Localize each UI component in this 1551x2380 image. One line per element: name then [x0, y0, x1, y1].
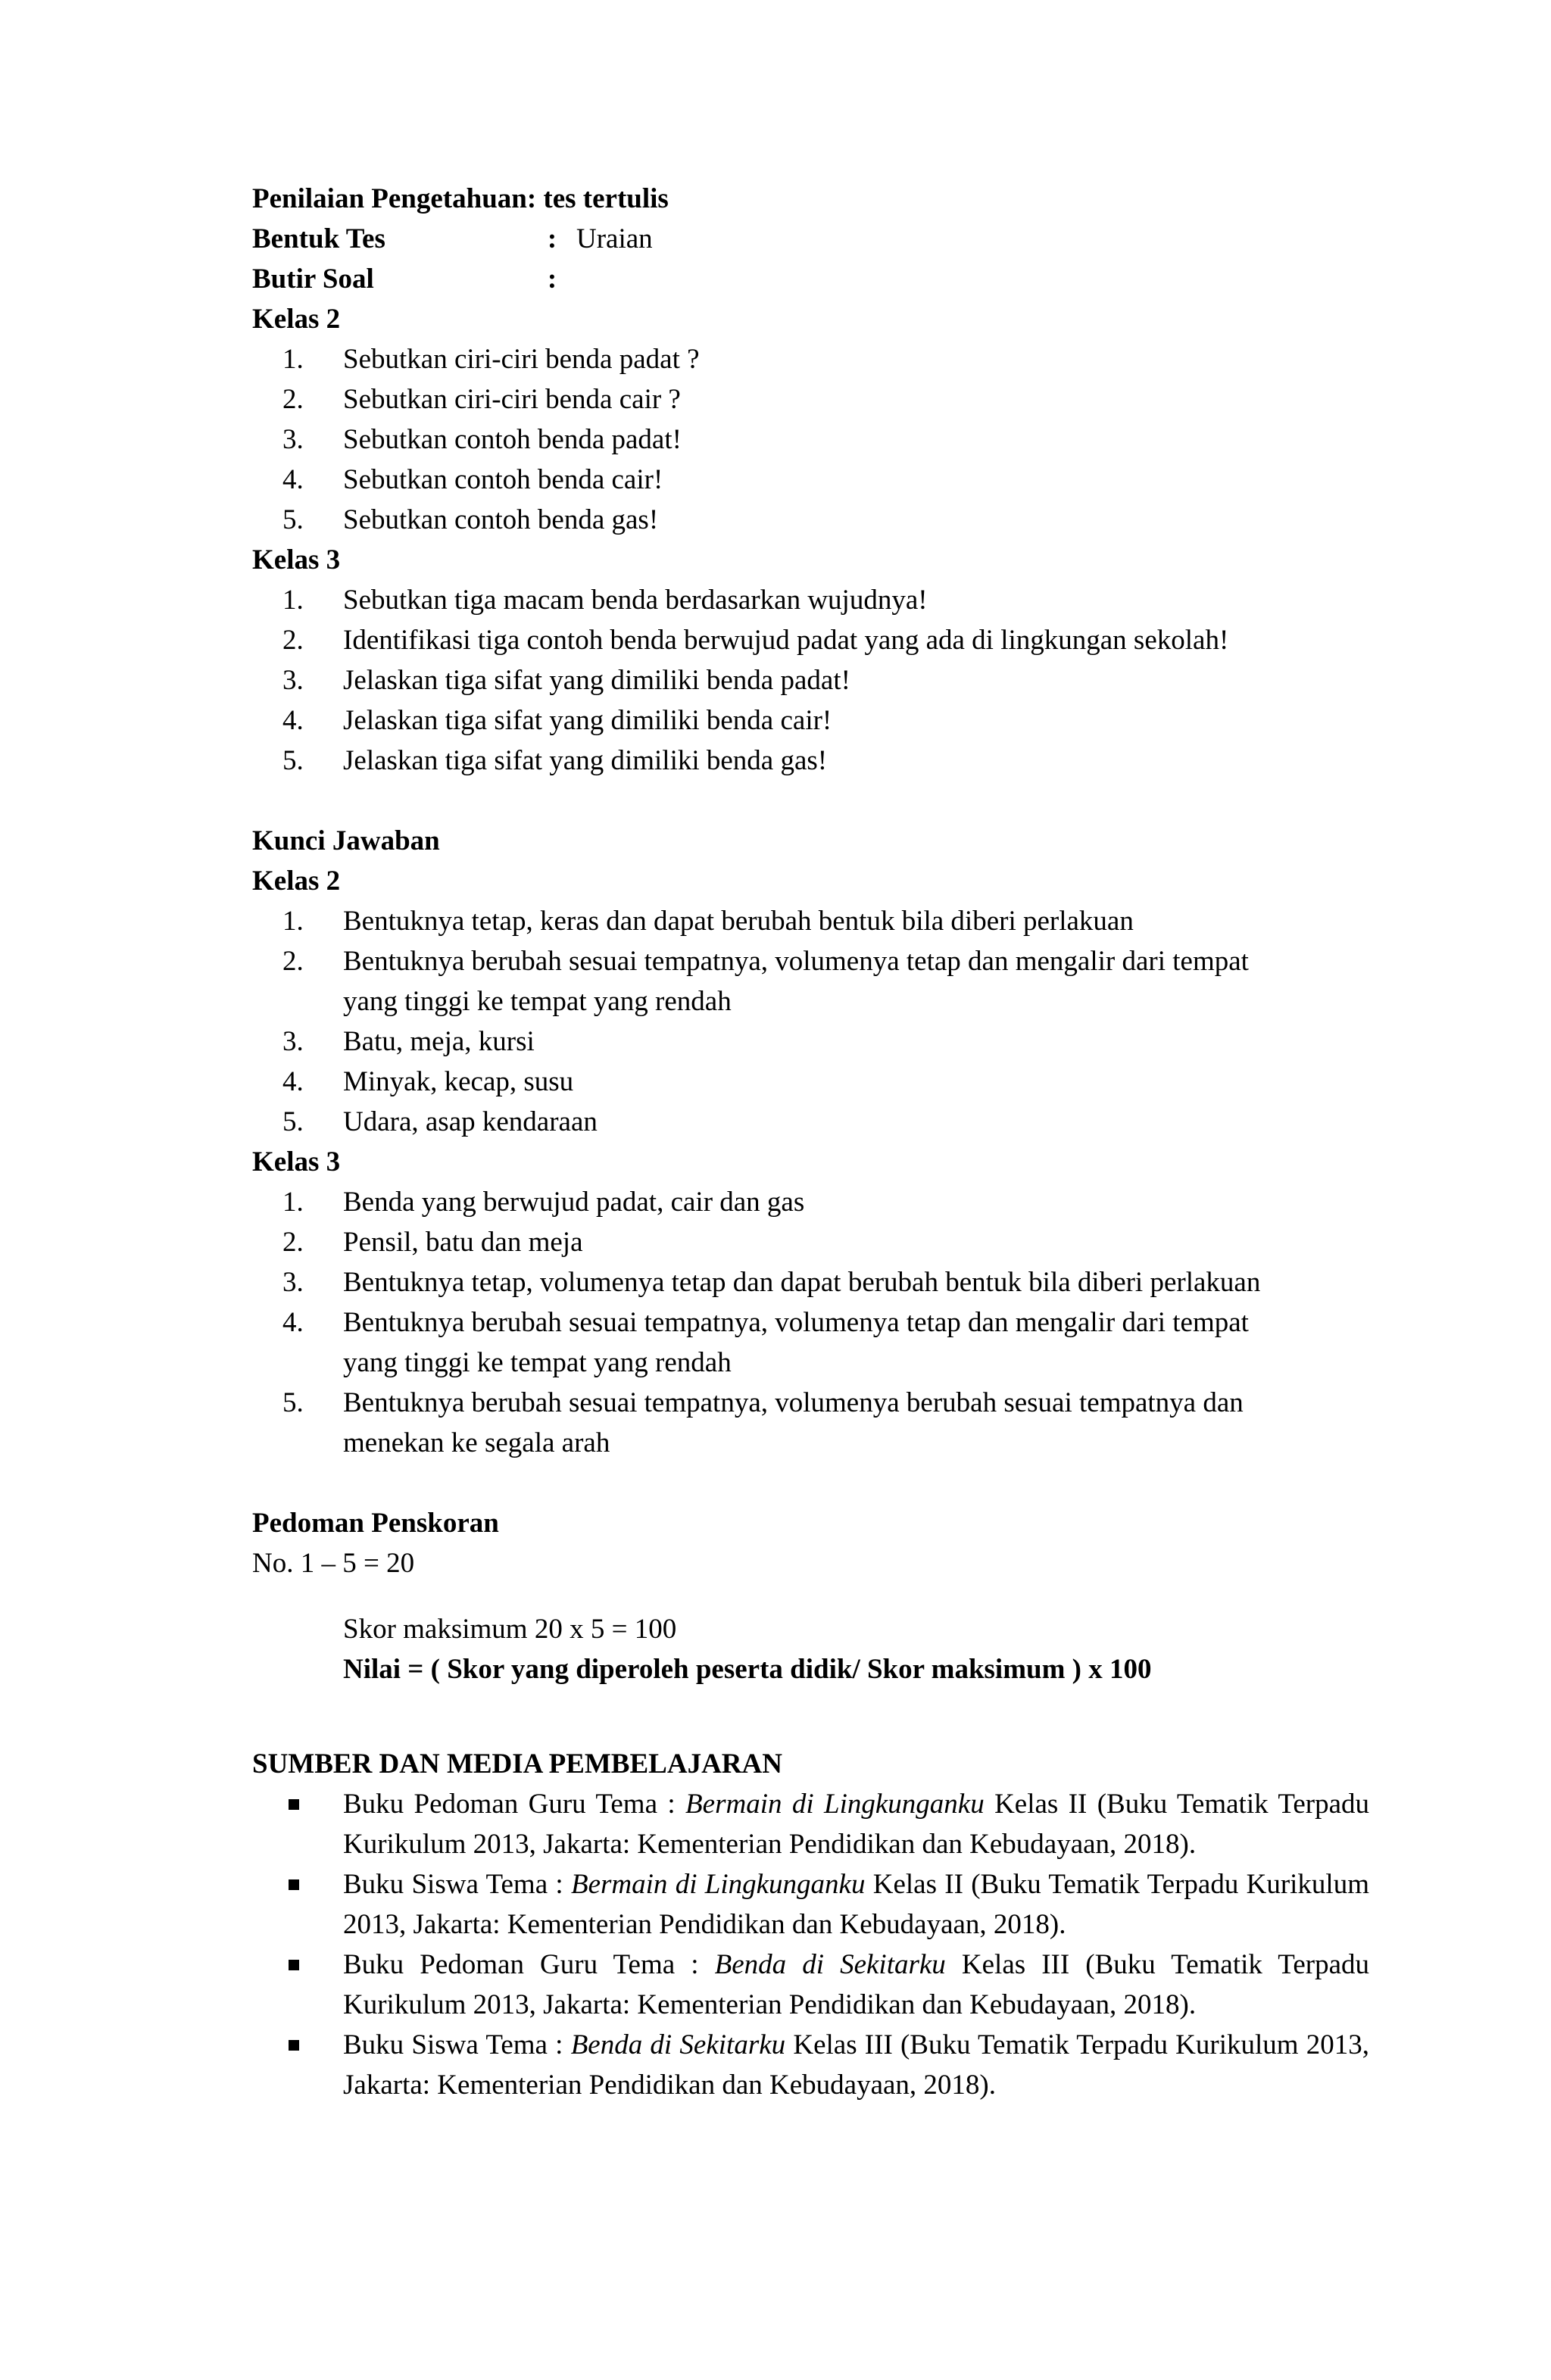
- item-number: 1.: [282, 1187, 304, 1218]
- item-number: 4.: [282, 1066, 304, 1097]
- item-number: 1.: [282, 906, 304, 937]
- item-number: 4.: [282, 464, 304, 495]
- spacer: [252, 1463, 1369, 1503]
- source-text: Kelas III (Buku Tematik Terpadu Kurikulum 2013, Jakarta: Kementerian Pendidikan dan Kebudayaan, 2018).: [343, 2029, 1369, 2101]
- soal-kelas2-list: [252, 339, 1369, 540]
- bentuk-tes-label: Bentuk Tes: [252, 223, 385, 254]
- item-text: Udara, asap kendaraan: [343, 1106, 598, 1137]
- square-bullet-icon: [289, 1879, 299, 1890]
- list-item: [252, 1302, 1369, 1343]
- list-item: [252, 1222, 1369, 1262]
- item-text: Minyak, kecap, susu: [343, 1066, 574, 1097]
- spacer: [252, 1689, 1369, 1744]
- sumber-list: [252, 1784, 1369, 2105]
- list-item: [252, 1062, 1369, 1102]
- item-text: Sebutkan ciri-ciri benda cair ?: [343, 384, 681, 415]
- item-number: 3.: [282, 424, 304, 455]
- source-text: Buku Pedoman Guru Tema :: [343, 1789, 686, 1820]
- list-item: [252, 700, 1369, 741]
- list-item-continuation: [252, 1423, 1369, 1463]
- item-number: 5.: [282, 1106, 304, 1137]
- item-number: 1.: [282, 585, 304, 616]
- item-text: Bentuknya tetap, keras dan dapat berubah bentuk bila diberi perlakuan: [343, 906, 1134, 937]
- item-text: Bentuknya tetap, volumenya tetap dan dapat berubah bentuk bila diberi perlakuan: [343, 1267, 1261, 1298]
- item-number: 2.: [282, 625, 304, 656]
- item-number: 2.: [282, 384, 304, 415]
- list-item: [252, 1022, 1369, 1062]
- item-text: Sebutkan tiga macam benda berdasarkan wujudnya!: [343, 585, 928, 616]
- source-text: Buku Siswa Tema :: [343, 1869, 571, 1900]
- list-item: [252, 339, 1369, 379]
- item-text: Bentuknya berubah sesuai tempatnya, volumenya tetap dan mengalir dari tempat: [343, 946, 1249, 977]
- soal-kelas2-label: Kelas 2: [252, 304, 341, 335]
- butir-soal-colon: :: [547, 264, 557, 295]
- list-item: [252, 620, 1369, 660]
- item-number: 3.: [282, 665, 304, 696]
- list-item: [252, 2025, 1369, 2105]
- item-number: 2.: [282, 946, 304, 977]
- assessment-heading: Penilaian Pengetahuan: tes tertulis: [252, 183, 669, 214]
- item-text: Sebutkan ciri-ciri benda padat ?: [343, 344, 700, 375]
- list-item: [252, 460, 1369, 500]
- sumber-title: SUMBER DAN MEDIA PEMBELAJARAN: [252, 1748, 782, 1780]
- bentuk-tes-row: [252, 219, 1369, 259]
- list-item: [252, 379, 1369, 420]
- source-title: Benda di Sekitarku: [714, 1949, 946, 1980]
- kunci-kelas3-label: Kelas 3: [252, 1146, 341, 1178]
- source-text: Kelas II (Buku Tematik Terpadu Kurikulum 2013, Jakarta: Kementerian Pendidikan dan Kebudayaan, 2018).: [343, 1869, 1369, 1940]
- kunci-kelas3-list: [252, 1182, 1369, 1463]
- source-title: Benda di Sekitarku: [570, 2029, 786, 2060]
- square-bullet-icon: [289, 1960, 299, 1970]
- kunci-jawaban-title: Kunci Jawaban: [252, 825, 440, 856]
- item-number: 4.: [282, 1307, 304, 1338]
- item-number: 3.: [282, 1026, 304, 1057]
- item-number: 1.: [282, 344, 304, 375]
- skor-maksimum: Skor maksimum 20 x 5 = 100: [343, 1614, 677, 1645]
- item-text: menekan ke segala arah: [343, 1427, 610, 1458]
- item-text: Sebutkan contoh benda gas!: [343, 504, 659, 535]
- soal-kelas3-label: Kelas 3: [252, 544, 341, 576]
- butir-soal-row: [252, 259, 1369, 299]
- source-title: Bermain di Lingkunganku: [570, 1869, 866, 1900]
- item-text: Sebutkan contoh benda padat!: [343, 424, 682, 455]
- item-text: Bentuknya berubah sesuai tempatnya, volumenya tetap dan mengalir dari tempat: [343, 1307, 1249, 1338]
- item-number: 4.: [282, 705, 304, 736]
- item-text: yang tinggi ke tempat yang rendah: [343, 1347, 732, 1378]
- spacer: [252, 781, 1369, 821]
- pedoman-title: Pedoman Penskoran: [252, 1508, 499, 1539]
- item-text: Jelaskan tiga sifat yang dimiliki benda padat!: [343, 665, 850, 696]
- item-text: Jelaskan tiga sifat yang dimiliki benda gas!: [343, 745, 828, 776]
- soal-kelas3-list: [252, 580, 1369, 781]
- source-text: Buku Pedoman Guru Tema :: [343, 1949, 715, 1980]
- list-item: [252, 1945, 1369, 2025]
- document-body: [252, 179, 1369, 2105]
- list-item: [252, 660, 1369, 700]
- square-bullet-icon: [289, 2040, 299, 2051]
- list-item: [252, 741, 1369, 781]
- item-number: 2.: [282, 1227, 304, 1258]
- item-text: Jelaskan tiga sifat yang dimiliki benda cair!: [343, 705, 832, 736]
- list-item-continuation: [252, 1343, 1369, 1383]
- list-item: [252, 941, 1369, 981]
- list-item: [252, 1864, 1369, 1945]
- item-text: Identifikasi tiga contoh benda berwujud padat yang ada di lingkungan sekolah!: [343, 625, 1229, 656]
- list-item: [252, 500, 1369, 540]
- item-text: Sebutkan contoh benda cair!: [343, 464, 663, 495]
- item-text: Benda yang berwujud padat, cair dan gas: [343, 1187, 805, 1218]
- list-item: [252, 580, 1369, 620]
- list-item: [252, 1262, 1369, 1302]
- item-text: Bentuknya berubah sesuai tempatnya, volumenya berubah sesuai tempatnya dan: [343, 1387, 1244, 1418]
- list-item: [252, 1182, 1369, 1222]
- item-number: 5.: [282, 745, 304, 776]
- item-text: Pensil, batu dan meja: [343, 1227, 583, 1258]
- kunci-kelas2-list: [252, 901, 1369, 1142]
- pedoman-number-range: No. 1 – 5 = 20: [252, 1548, 415, 1579]
- source-text: Kelas III (Buku Tematik Terpadu Kurikulum 2013, Jakarta: Kementerian Pendidikan dan Kebudayaan, 2018).: [343, 1949, 1369, 2020]
- source-text: Kelas II (Buku Tematik Terpadu Kurikulum 2013, Jakarta: Kementerian Pendidikan dan Kebudayaan, 2018).: [343, 1789, 1369, 1860]
- bentuk-tes-value: Uraian: [576, 223, 653, 254]
- item-text: Batu, meja, kursi: [343, 1026, 535, 1057]
- bentuk-tes-colon: :: [547, 223, 557, 254]
- list-item: [252, 1383, 1369, 1423]
- item-text: yang tinggi ke tempat yang rendah: [343, 986, 732, 1017]
- list-item-continuation: [252, 981, 1369, 1022]
- list-item: [252, 901, 1369, 941]
- source-text: Buku Siswa Tema :: [343, 2029, 571, 2060]
- source-title: Bermain di Lingkunganku: [685, 1789, 985, 1820]
- item-number: 5.: [282, 504, 304, 535]
- item-number: 3.: [282, 1267, 304, 1298]
- spacer: [252, 1583, 1369, 1609]
- square-bullet-icon: [289, 1799, 299, 1810]
- butir-soal-label: Butir Soal: [252, 264, 374, 295]
- list-item: [252, 420, 1369, 460]
- list-item: [252, 1784, 1369, 1864]
- kunci-kelas2-label: Kelas 2: [252, 866, 341, 897]
- list-item: [252, 1102, 1369, 1142]
- nilai-formula: Nilai = ( Skor yang diperoleh peserta didik/ Skor maksimum ) x 100: [343, 1654, 1152, 1685]
- item-number: 5.: [282, 1387, 304, 1418]
